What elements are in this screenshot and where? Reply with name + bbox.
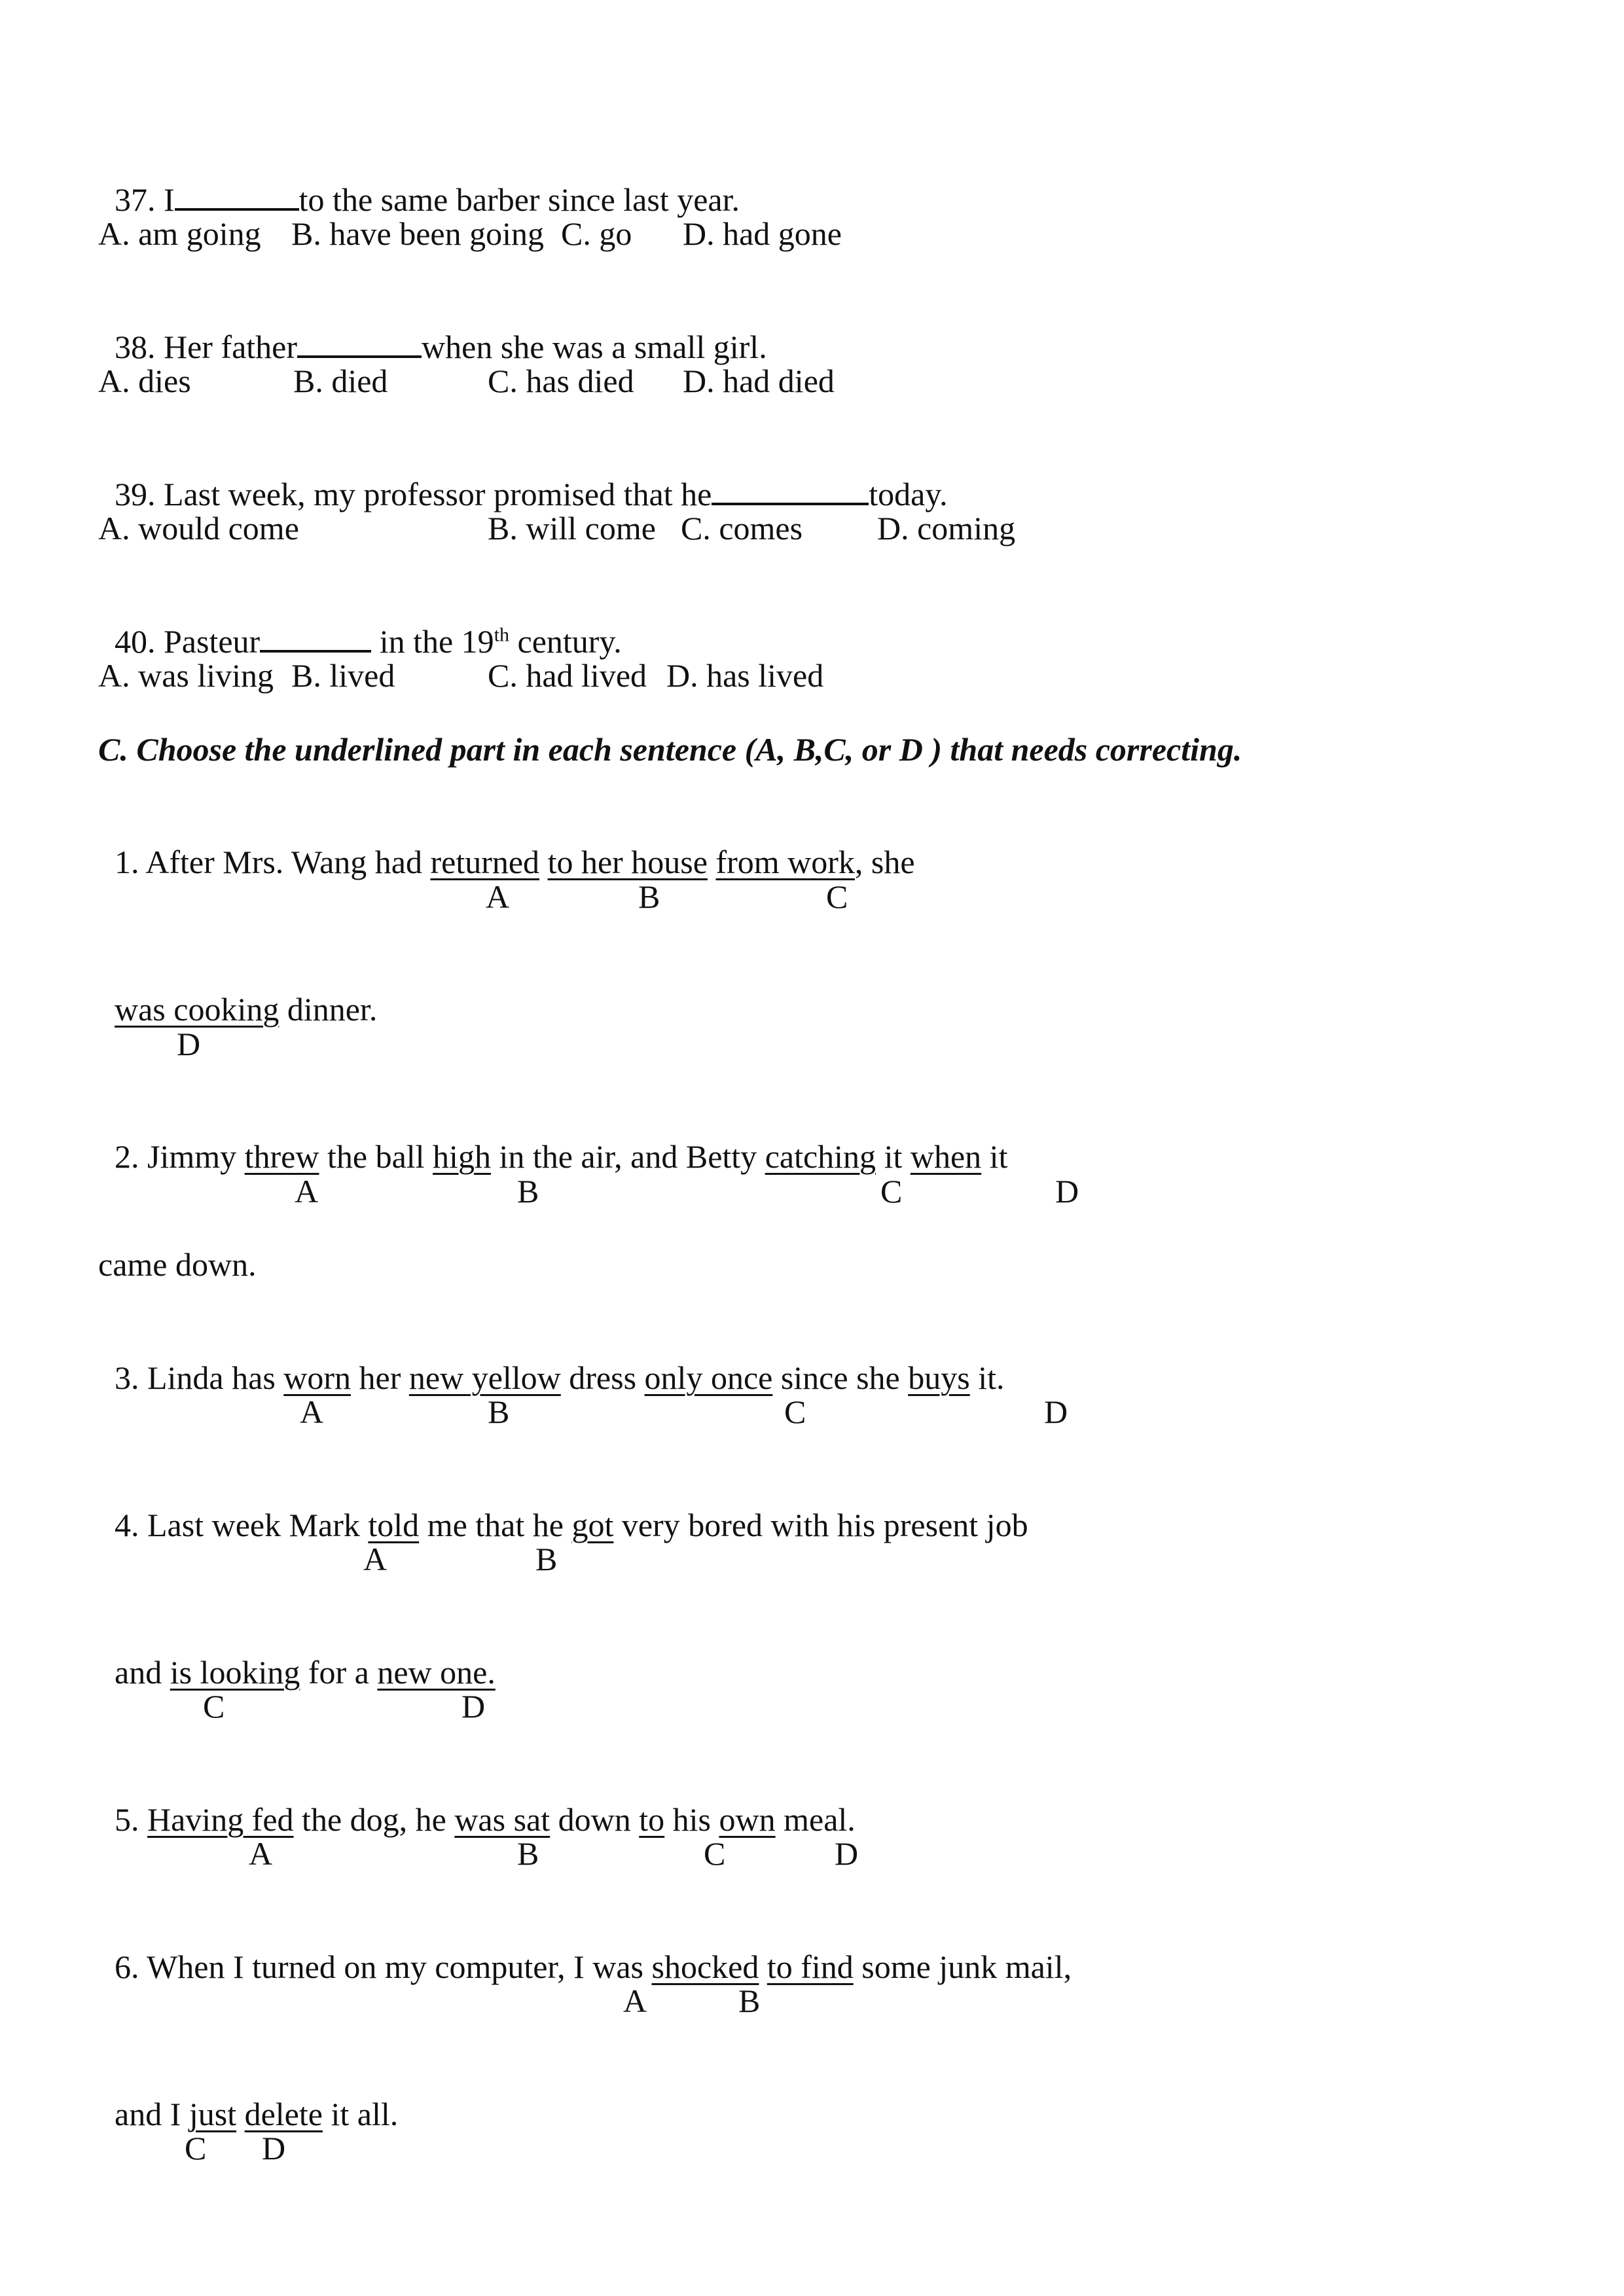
sentence-5 [98, 1761, 856, 1839]
answer-blank [175, 182, 299, 211]
label-a: A [486, 878, 510, 915]
underlined-part-b: was sat [454, 1801, 550, 1838]
sentence-text [539, 844, 548, 880]
answer-blank [712, 476, 869, 505]
sentence-text: her [351, 1359, 409, 1396]
label-d: D [461, 1688, 486, 1725]
underlined-part-b: to her house [547, 844, 708, 880]
sentence-6-continued [98, 2055, 398, 2134]
sentence-text: 4. Last week Mark [115, 1507, 369, 1543]
underlined-part-a: told [368, 1507, 420, 1543]
sentence-text: and I [115, 2096, 189, 2132]
question-37 [98, 141, 740, 219]
question-39-prefix: 39. Last week, my professor promised that he [115, 476, 712, 512]
question-40 [98, 583, 622, 661]
option-c: C. comes [681, 510, 803, 547]
option-d: D. had gone [683, 215, 842, 252]
sentence-text: some junk mail, [853, 1948, 1072, 1985]
label-b: B [535, 1541, 558, 1577]
label-a: A [300, 1393, 324, 1430]
question-38 [98, 288, 767, 367]
sentence-text [759, 1948, 767, 1985]
question-37-prefix: 37. I [115, 181, 175, 218]
sentence-text: for a [300, 1654, 378, 1691]
sentence-text: 1. After Mrs. Wang had [115, 844, 431, 880]
sentence-text: the ball [319, 1138, 433, 1175]
sentence-text: the dog, he [293, 1801, 455, 1838]
option-a: A. would come [98, 510, 299, 547]
label-a: A [623, 1982, 647, 2019]
sentence-text: dress [560, 1359, 645, 1396]
label-d: D [835, 1835, 859, 1872]
sentence-text: 5. [115, 1801, 147, 1838]
label-d: D [1055, 1173, 1079, 1210]
underlined-part-d: new one. [377, 1654, 496, 1691]
sentence-text: very bored with his present job [613, 1507, 1028, 1543]
question-38-text: when she was a small girl. [422, 329, 767, 365]
label-a: A [363, 1541, 388, 1577]
sentence-1-continued [98, 950, 377, 1029]
label-c: C [185, 2130, 207, 2166]
underlined-part-a: worn [283, 1359, 352, 1396]
sentence-6 [98, 1908, 1072, 1986]
underlined-part-b: got [571, 1507, 614, 1543]
option-d: D. coming [877, 510, 1016, 547]
sentence-text: 2. Jimmy [115, 1138, 245, 1175]
sentence-text: his [664, 1801, 719, 1838]
underlined-part-b: new yellow [408, 1359, 561, 1396]
underlined-part-a: Having fed [147, 1801, 294, 1838]
underlined-part-d: delete [244, 2096, 323, 2132]
option-b: B. lived [291, 657, 395, 694]
underlined-part-c: catching [765, 1138, 876, 1175]
sentence-text: it [876, 1138, 911, 1175]
label-d: D [1044, 1393, 1068, 1430]
label-c: C [880, 1173, 903, 1210]
sentence-text: it all. [322, 2096, 399, 2132]
option-b: B. have been going [291, 215, 545, 252]
option-d: D. has lived [666, 657, 824, 694]
question-40-text: in the 19 [371, 623, 494, 660]
label-c: C [784, 1393, 806, 1430]
underlined-part-c: to [639, 1801, 665, 1838]
question-40-text-end: century. [509, 623, 622, 660]
question-39 [98, 435, 948, 514]
question-37-text: to the same barber since last year. [298, 181, 740, 218]
answer-blank [260, 624, 371, 653]
option-b: B. died [293, 363, 388, 399]
option-c: C. go [561, 215, 632, 252]
label-a: A [249, 1835, 273, 1872]
sentence-4 [98, 1466, 1028, 1545]
underlined-part-a: returned [430, 844, 540, 880]
sentence-text: me that he [419, 1507, 572, 1543]
underlined-part-b: high [433, 1138, 491, 1175]
option-a: A. dies [98, 363, 191, 399]
sentence-text [236, 2096, 245, 2132]
underlined-part-a: threw [244, 1138, 319, 1175]
question-39-text: today. [869, 476, 948, 512]
underlined-part-c: only once [644, 1359, 773, 1396]
question-38-prefix: 38. Her father [115, 329, 298, 365]
sentence-text: it. [969, 1359, 1005, 1396]
sentence-2-continued: came down. [98, 1246, 257, 1283]
sentence-text: , she [854, 844, 915, 880]
sentence-text: meal. [775, 1801, 856, 1838]
option-c: C. had lived [488, 657, 647, 694]
sentence-text: 6. When I turned on my computer, I was [115, 1948, 652, 1985]
section-c-heading: C. Choose the underlined part in each sentence (A, B,C, or D ) that needs correcting. [98, 731, 1242, 768]
sentence-3 [98, 1319, 1004, 1397]
option-a: A. was living [98, 657, 274, 694]
option-b: B. will come [488, 510, 656, 547]
answer-blank [297, 329, 422, 358]
option-a: A. am going [98, 215, 261, 252]
sentence-text: and [115, 1654, 170, 1691]
question-40-prefix: 40. Pasteur [115, 623, 261, 660]
sentence-text [708, 844, 716, 880]
label-d: D [177, 1026, 201, 1062]
sentence-text: it [981, 1138, 1008, 1175]
underlined-part-b: to find [767, 1948, 854, 1985]
sentence-text: since she [772, 1359, 909, 1396]
underlined-part-d: was cooking [115, 991, 280, 1028]
underlined-part-a: shocked [651, 1948, 759, 1985]
label-d: D [262, 2130, 286, 2166]
label-b: B [738, 1982, 761, 2019]
sentence-text: down [550, 1801, 640, 1838]
option-c: C. has died [488, 363, 634, 399]
underlined-part-c: is looking [170, 1654, 300, 1691]
label-c: C [203, 1688, 225, 1725]
sentence-4-continued [98, 1613, 496, 1692]
label-c: C [826, 878, 848, 915]
option-d: D. had died [683, 363, 835, 399]
sentence-text: 3. Linda has [115, 1359, 284, 1396]
underlined-part-d: when [910, 1138, 982, 1175]
sentence-2 [98, 1098, 1007, 1176]
sentence-1 [98, 803, 915, 882]
superscript-th: th [494, 624, 510, 646]
label-b: B [488, 1393, 510, 1430]
underlined-part-d: own [719, 1801, 776, 1838]
label-b: B [517, 1173, 539, 1210]
underlined-part-d: buys [908, 1359, 970, 1396]
underlined-part-c: from work [715, 844, 855, 880]
underlined-part-c: just [189, 2096, 237, 2132]
label-c: C [704, 1835, 726, 1872]
sentence-text: dinner. [279, 991, 378, 1028]
sentence-text: in the air, and Betty [490, 1138, 765, 1175]
label-b: B [638, 878, 660, 915]
label-b: B [517, 1835, 539, 1872]
label-a: A [295, 1173, 319, 1210]
